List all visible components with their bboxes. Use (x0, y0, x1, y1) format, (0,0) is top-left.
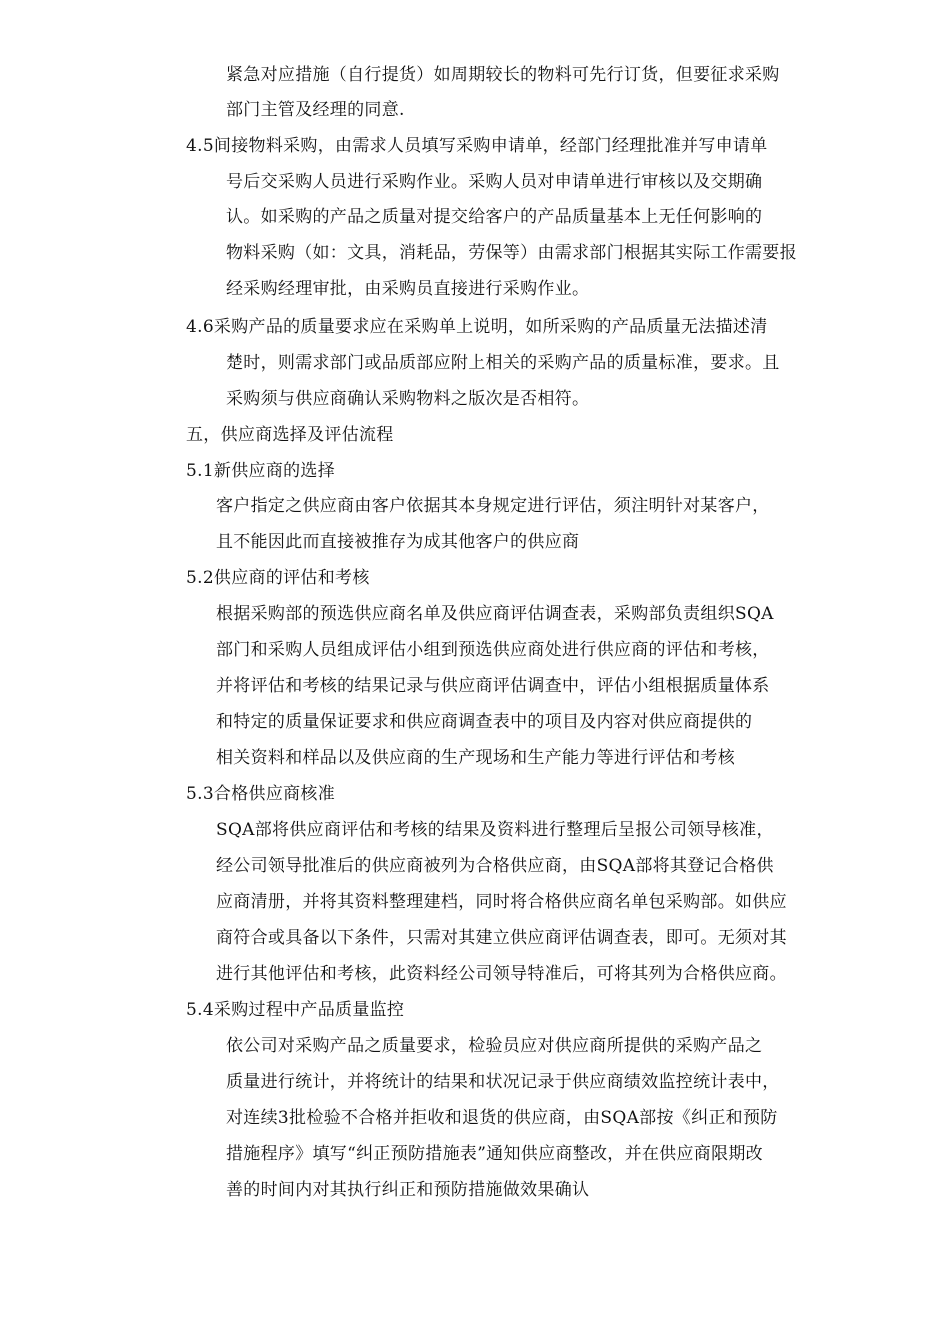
text-line: 部门主管及经理的同意. (226, 100, 405, 120)
text-line: 经采购经理审批，由采购员直接进行采购作业。 (226, 279, 590, 299)
text-line: 且不能因此而直接被推存为成其他客户的供应商 (216, 532, 580, 552)
text-line: 对连续3批检验不合格并拒收和退货的供应商，由SQA部按《纠正和预防 (226, 1108, 778, 1128)
section-5-3-heading: 5.3合格供应商核准 (186, 784, 336, 804)
text-line: 采购须与供应商确认采购物料之版次是否相符。 (226, 389, 590, 409)
text-line: SQA部将供应商评估和考核的结果及资料进行整理后呈报公司领导核准， (216, 820, 774, 840)
text-line: 善的时间内对其执行纠正和预防措施做效果确认 (226, 1180, 590, 1200)
section-4-6-heading: 4.6采购产品的质量要求应在采购单上说明，如所采购的产品质量无法描述清 (186, 317, 768, 337)
text-line: 措施程序》填写“纠正预防措施表”通知供应商整改，并在供应商限期改 (226, 1144, 763, 1164)
text-line: 商符合或具备以下条件，只需对其建立供应商评估调查表，即可。无须对其 (216, 928, 787, 948)
text-line: 部门和采购人员组成评估小组到预选供应商处进行供应商的评估和考核， (216, 640, 770, 660)
text-line: 和特定的质量保证要求和供应商调查表中的项目及内容对供应商提供的 (216, 712, 753, 732)
text-line: 楚时，则需求部门或品质部应附上相关的采购产品的质量标准，要求。且 (226, 353, 780, 373)
text-line: 质量进行统计，并将统计的结果和状况记录于供应商绩效监控统计表中， (226, 1072, 780, 1092)
section-5-4-heading: 5.4采购过程中产品质量监控 (186, 1000, 405, 1020)
text-line: 相关资料和样品以及供应商的生产现场和生产能力等进行评估和考核 (216, 748, 735, 768)
text-line: 应商清册，并将其资料整理建档，同时将合格供应商名单包采购部。如供应 (216, 892, 787, 912)
text-line: 客户指定之供应商由客户依据其本身规定进行评估，须注明针对某客户， (216, 496, 770, 516)
text-line: 根据采购部的预选供应商名单及供应商评估调查表，采购部负责组织SQA (216, 604, 774, 624)
text-line: 认。如采购的产品之质量对提交给客户的产品质量基本上无任何影响的 (226, 207, 763, 227)
section-5-1-heading: 5.1新供应商的选择 (186, 461, 336, 481)
text-line: 号后交采购人员进行采购作业。采购人员对申请单进行审核以及交期确 (226, 172, 763, 192)
section-5-2-heading: 5.2供应商的评估和考核 (186, 568, 370, 588)
text-line: 并将评估和考核的结果记录与供应商评估调查中，评估小组根据质量体系 (216, 676, 770, 696)
text-line: 依公司对采购产品之质量要求，检验员应对供应商所提供的采购产品之 (226, 1036, 763, 1056)
text-line: 经公司领导批准后的供应商被列为合格供应商，由SQA部将其登记合格供 (216, 856, 774, 876)
text-line: 紧急对应措施（自行提货）如周期较长的物料可先行订货，但要征求采购 (226, 65, 780, 85)
text-line: 进行其他评估和考核，此资料经公司领导特准后，可将其列为合格供应商。 (216, 964, 787, 984)
section-5-heading: 五，供应商选择及评估流程 (186, 425, 394, 445)
text-line: 物料采购（如：文具，消耗品，劳保等）由需求部门根据其实际工作需要报 (226, 243, 797, 263)
section-4-5-heading: 4.5间接物料采购，由需求人员填写采购申请单，经部门经理批准并写申请单 (186, 136, 768, 156)
